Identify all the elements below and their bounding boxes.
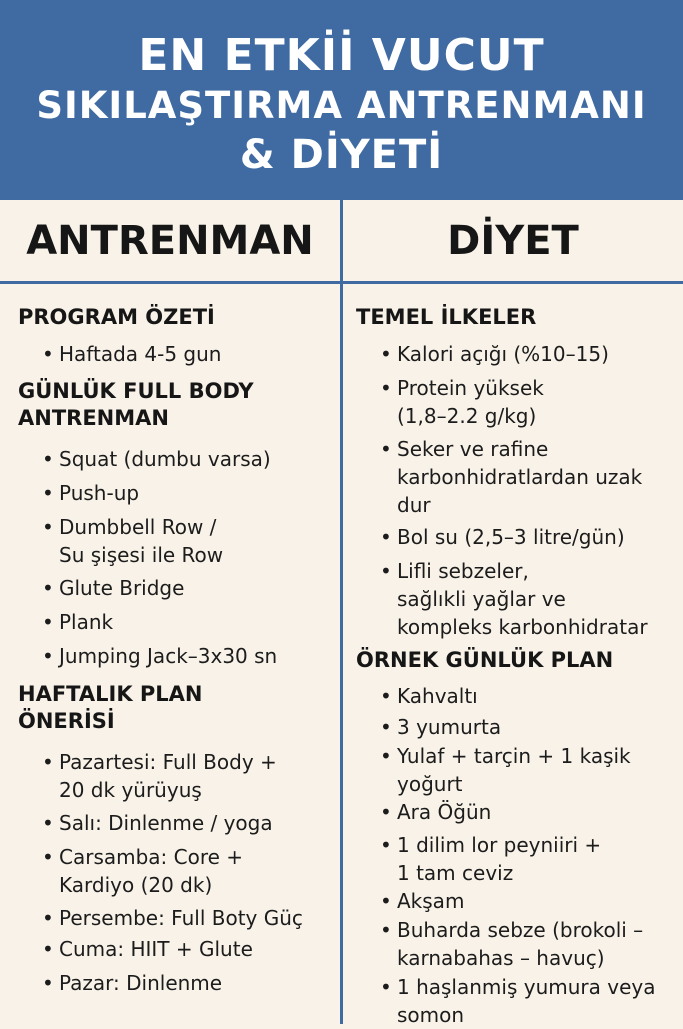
list-item-text: [59, 608, 113, 636]
column-heading-diet: DİYET: [447, 218, 579, 264]
title-line-3: & DİYETİ: [239, 132, 444, 178]
bullet-icon: •: [42, 971, 54, 995]
list-item-line: Squat (dumbu varsa): [59, 447, 271, 471]
bullet-icon: •: [42, 447, 54, 471]
list-item-line: 1 tam ceviz: [397, 861, 514, 885]
list-item-line: kompleks karbonhidratar: [397, 615, 648, 639]
bullet-icon: •: [380, 376, 392, 400]
bullet-icon: •: [42, 610, 54, 634]
bullet-icon: •: [42, 481, 54, 505]
list-item-line: dur: [397, 493, 431, 517]
bullet-icon: •: [380, 525, 392, 549]
list-item-line: 3 yumurta: [397, 715, 502, 739]
list-item-line: Glute Bridge: [59, 576, 185, 600]
column-divider: [340, 200, 343, 1024]
bullet-icon: •: [42, 845, 54, 869]
bullet-icon: •: [380, 889, 392, 913]
section-title: [18, 304, 215, 331]
bullet-icon: •: [42, 515, 54, 539]
list-item-text: [59, 642, 277, 670]
section-title: [18, 681, 203, 735]
list-item-line: Su şişesi ile Row: [59, 543, 224, 567]
section-title-line: PROGRAM ÖZETİ: [18, 305, 215, 329]
list-item-text: [59, 935, 253, 963]
bullet-icon: •: [380, 342, 392, 366]
list-item-line: karbonhidratlardan uzak: [397, 465, 643, 489]
list-item-text: [397, 435, 642, 519]
list-item-line: 20 dk yürüyuş: [59, 778, 202, 802]
list-item-line: Kahvaltı: [397, 684, 478, 708]
section-title: [356, 304, 536, 331]
list-item-text: [59, 340, 221, 368]
list-item-text: [397, 340, 609, 368]
list-item-text: [59, 513, 223, 569]
list-item-line: Haftada 4-5 gun: [59, 342, 222, 366]
list-item-text: [59, 574, 184, 602]
list-item-line: Protein yüksek: [397, 376, 544, 400]
list-item-line: 1 haşlanmiş yumura veya: [397, 975, 656, 999]
list-item-line: 1 dilim lor peyniiri +: [397, 833, 602, 857]
list-item-text: [59, 445, 271, 473]
list-item-text: [59, 809, 273, 837]
list-item-line: Carsamba: Core +: [59, 845, 244, 869]
section-title-line: ÖNERİSİ: [18, 709, 115, 733]
list-item-line: Cuma: HIIT + Glute: [59, 937, 253, 961]
bullet-icon: •: [380, 975, 392, 999]
list-item-text: [59, 904, 303, 932]
list-item-line: Bol su (2,5–3 litre/gün): [397, 525, 625, 549]
list-item-text: [397, 973, 655, 1029]
list-item-line: Plank: [59, 610, 114, 634]
list-item-text: [397, 742, 631, 798]
bullet-icon: •: [380, 559, 392, 583]
list-item-line: Kardiyo (20 dk): [59, 873, 213, 897]
bullet-icon: •: [42, 937, 54, 961]
list-item-text: [397, 682, 478, 710]
list-item-text: [397, 557, 648, 641]
bullet-icon: •: [380, 437, 392, 461]
bullet-icon: •: [380, 744, 392, 768]
bullet-icon: •: [42, 811, 54, 835]
list-item-text: [397, 374, 544, 430]
bullet-icon: •: [380, 715, 392, 739]
bullet-icon: •: [42, 644, 54, 668]
title-banner: [0, 0, 683, 200]
list-item-line: Seker ve rafine: [397, 437, 549, 461]
list-item-line: Kalori açığı (%10–15): [397, 342, 609, 366]
section-title-line: ANTRENMAN: [18, 406, 169, 430]
list-item-line: yoğurt: [397, 772, 463, 796]
list-item-line: Buharda sebze (brokoli –: [397, 918, 644, 942]
bullet-icon: •: [42, 906, 54, 930]
list-item-text: [397, 887, 464, 915]
title-line-1: EN ETKİİ VUCUT: [138, 30, 545, 81]
list-item-line: Salı: Dinlenme / yoga: [59, 811, 273, 835]
list-item-text: [397, 831, 601, 887]
bullet-icon: •: [380, 833, 392, 857]
bullet-icon: •: [380, 800, 392, 824]
list-item-line: Push-up: [59, 481, 140, 505]
list-item-line: Pazar: Dinlenme: [59, 971, 223, 995]
list-item-line: Dumbbell Row /: [59, 515, 217, 539]
bullet-icon: •: [42, 750, 54, 774]
list-item-text: [397, 798, 491, 826]
list-item-text: [59, 748, 277, 804]
list-item-line: Persembe: Full Boty Güç: [59, 906, 303, 930]
list-item-line: Akşam: [397, 889, 465, 913]
list-item-text: [397, 916, 643, 972]
list-item-text: [397, 523, 625, 551]
section-title-line: ÖRNEK GÜNLÜK PLAN: [356, 648, 614, 672]
list-item-line: Lifli sebzeler,: [397, 559, 529, 583]
list-item-line: Ara Öğün: [397, 800, 492, 824]
list-item-text: [397, 713, 501, 741]
title-line-2: SIKILAŞTIRMA ANTRENMANI: [36, 84, 647, 127]
section-title: [356, 647, 613, 674]
column-heading-training: ANTRENMAN: [26, 218, 314, 264]
heading-divider: [0, 281, 683, 284]
list-item-line: sağlıkli yağlar ve: [397, 587, 566, 611]
list-item-text: [59, 843, 243, 899]
list-item-line: somon: [397, 1003, 465, 1027]
bullet-icon: •: [380, 918, 392, 942]
list-item-text: [59, 479, 139, 507]
bullet-icon: •: [42, 576, 54, 600]
section-title-line: TEMEL İLKELER: [356, 305, 537, 329]
list-item-line: (1,8–2.2 g/kg): [397, 404, 537, 428]
list-item-line: Yulaf + tarçin + 1 kaşik: [397, 744, 631, 768]
list-item-line: Jumping Jack–3x30 sn: [59, 644, 278, 668]
list-item-line: karnabahas – havuç): [397, 946, 605, 970]
list-item-line: Pazartesi: Full Body +: [59, 750, 277, 774]
bullet-icon: •: [380, 684, 392, 708]
bullet-icon: •: [42, 342, 54, 366]
list-item-text: [59, 969, 222, 997]
section-title-line: HAFTALIK PLAN: [18, 682, 203, 706]
section-title-line: GÜNLÜK FULL BODY: [18, 379, 254, 403]
section-title: [18, 378, 254, 432]
